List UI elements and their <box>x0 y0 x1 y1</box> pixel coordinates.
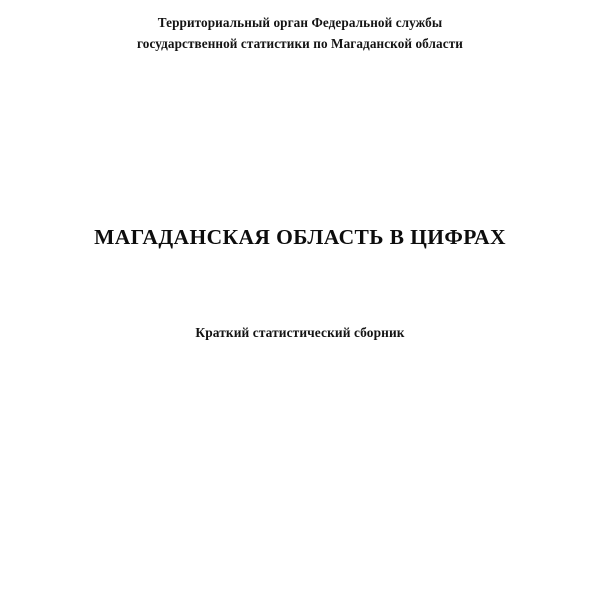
organization-line-2: государственной статистики по Магаданской области <box>137 36 463 51</box>
page-title: МАГАДАНСКАЯ ОБЛАСТЬ В ЦИФРАХ <box>94 225 506 249</box>
organization-heading <box>0 12 600 54</box>
page-subtitle: Краткий статистический сборник <box>195 325 405 340</box>
organization-line-1: Территориальный орган Федеральной службы <box>157 15 443 30</box>
